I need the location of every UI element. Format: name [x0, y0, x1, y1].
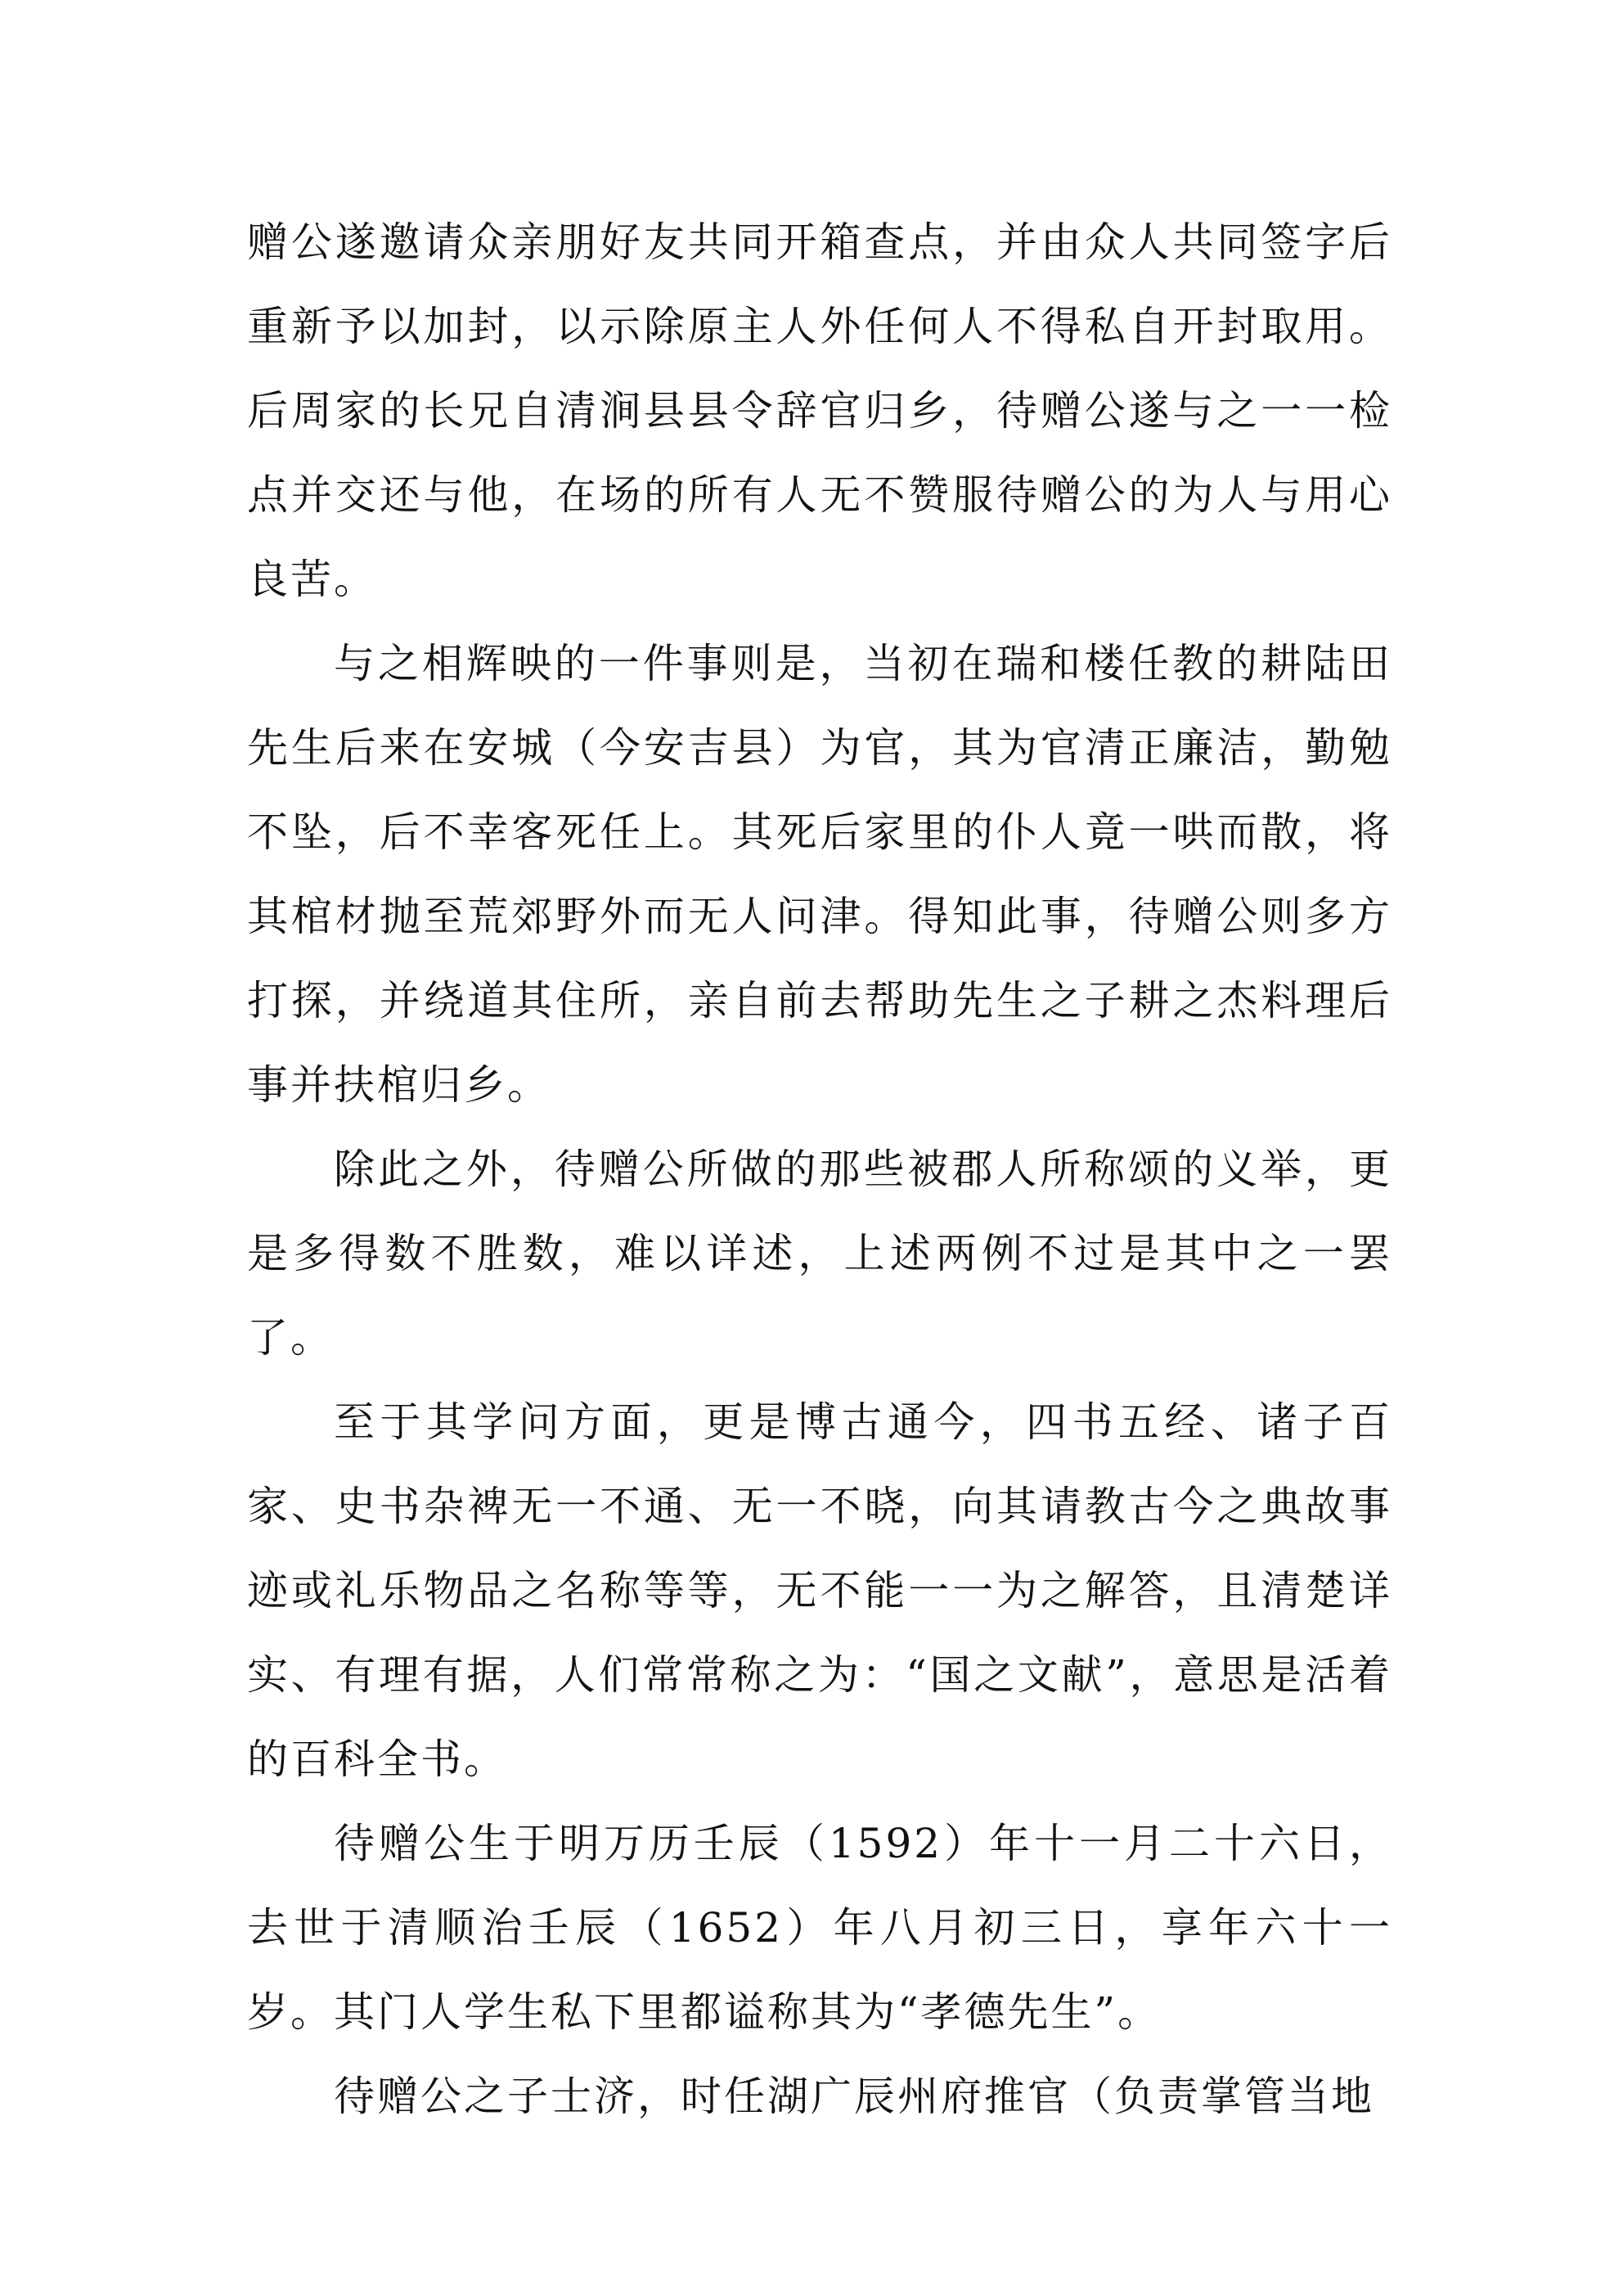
paragraph-1: 赠公遂邀请众亲朋好友共同开箱查点，并由众人共同签字后重新予以加封，以示除原主人外任何人不得私自开封取用。后周家的长兄自清涧县县令辞官归乡，待赠公遂与之一一检点并交还与他，在场的所有人无不赞服待赠公的为人与用心良苦。 [247, 218, 1392, 603]
body-text [247, 200, 1392, 2139]
paragraph-6: 待赠公之子士济，时任湖广辰州府推官（负责掌管当地 [334, 2073, 1374, 2120]
paragraph-5: 待赠公生于明万历壬辰（1592）年十一月二十六日，去世于清顺治壬辰（1652）年八月初三日，享年六十一岁。其门人学生私下里都谥称其为“孝德先生”。 [247, 1820, 1392, 2036]
paragraph-2: 与之相辉映的一件事则是，当初在瑞和楼任教的耕陆田先生后来在安城（今安吉县）为官，其为官清正廉洁，勤勉不坠，后不幸客死任上。其死后家里的仆人竟一哄而散，将其棺材抛至荒郊野外而无人问津。得知此事，待赠公则多方打探，并绕道其住所，亲自前去帮助先生之子耕之杰料理后事并扶棺归乡。 [247, 640, 1392, 1109]
paragraph-3: 除此之外，待赠公所做的那些被郡人所称颂的义举，更是多得数不胜数，难以详述，上述两例不过是其中之一罢了。 [247, 1146, 1392, 1362]
paragraph-4: 至于其学问方面，更是博古通今，四书五经、诸子百家、史书杂裨无一不通、无一不晓，向其请教古今之典故事迹或礼乐物品之名称等等，无不能一一为之解答，且清楚详实、有理有据，人们常常称之为：“国之文献”，意思是活着的百科全书。 [247, 1398, 1392, 1783]
